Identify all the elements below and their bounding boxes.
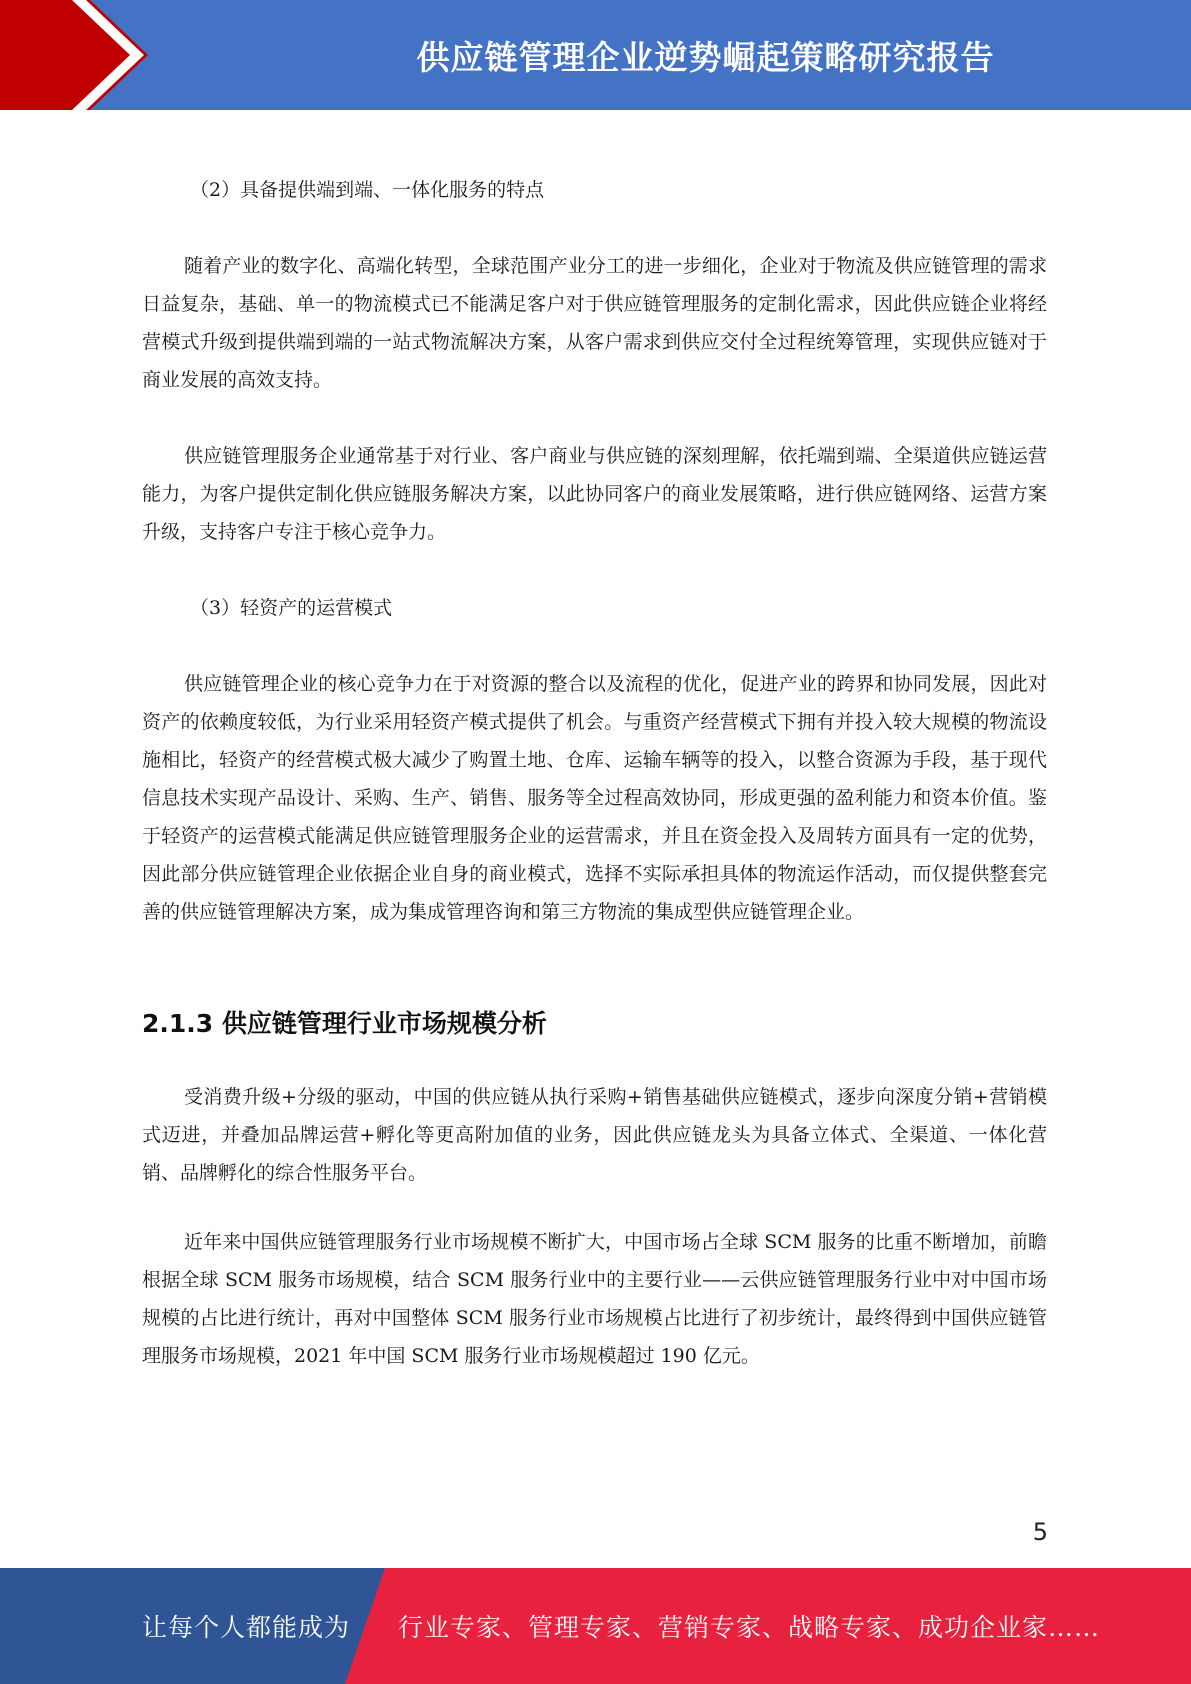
footer-slogan-left: 让每个人都能成为 (142, 1613, 351, 1642)
paragraph-market-size: 近年来中国供应链管理服务行业市场规模不断扩大，中国市场占全球 SCM 服务的比重不断增加，前瞻根据全球 SCM 服务市场规模，结合 SCM 服务行业中的主要行业——云供应链管理服务行业中对中国市场规模的占比进行统计，再对中国整体 SCM 服务行业市场规模占比进行了初步统计，最终得到中国供应链管理服务市场规模，2021 年中国 SCM 服务行业市场规模超过 190 亿元。 (142, 1231, 1047, 1367)
paragraph-asset-light-model: 供应链管理企业的核心竞争力在于对资源的整合以及流程的优化，促进产业的跨界和协同发展，因此对资产的依赖度较低，为行业采用轻资产模式提供了机会。与重资产经营模式下拥有并投入较大规模的物流设施相比，轻资产的经营模式极大减少了购置土地、仓库、运输车辆等的投入，以整合资源为手段，基于现代信息技术实现产品设计、采购、生产、销售、服务等全过程高效协同，形成更强的盈利能力和资本价值。鉴于轻资产的运营模式能满足供应链管理服务企业的运营需求，并且在资金投入及周转方面具有一定的优势，因此部分供应链管理企业依据企业自身的商业模式，选择不实际承担具体的物流运作活动，而仅提供整套完善的供应链管理解决方案，成为集成管理咨询和第三方物流的集成型供应链管理企业。 (142, 673, 1047, 923)
header-arrow-decoration (0, 0, 160, 110)
footer-slogan-right: 行业专家、管理专家、营销专家、战略专家、成功企业家…… (398, 1613, 1101, 1642)
section-heading-market-size: 2.1.3 供应链管理行业市场规模分析 (142, 1009, 547, 1038)
paragraph-consumption-upgrade: 受消费升级+分级的驱动，中国的供应链从执行采购+销售基础供应链模式，逐步向深度分销+营销模式迈进，并叠加品牌运营+孵化等更高附加值的业务，因此供应链龙头为具备立体式、全渠道、一体化营销、品牌孵化的综合性服务平台。 (142, 1086, 1047, 1184)
subheading-asset-light: （3）轻资产的运营模式 (190, 597, 393, 619)
page-footer (0, 1568, 1191, 1684)
page-header (0, 0, 1191, 110)
page-number: 5 (1032, 1518, 1048, 1546)
subheading-end-to-end: （2）具备提供端到端、一体化服务的特点 (190, 179, 545, 201)
header-title: 供应链管理企业逆势崛起策略研究报告 (416, 37, 995, 77)
paragraph-scm-service-enterprises: 供应链管理服务企业通常基于对行业、客户商业与供应链的深刻理解，依托端到端、全渠道供应链运营能力，为客户提供定制化供应链服务解决方案，以此协同客户的商业发展策略，进行供应链网络、运营方案升级，支持客户专注于核心竞争力。 (142, 445, 1047, 543)
paragraph-digital-transformation: 随着产业的数字化、高端化转型，全球范围产业分工的进一步细化，企业对于物流及供应链管理的需求日益复杂，基础、单一的物流模式已不能满足客户对于供应链管理服务的定制化需求，因此供应链企业将经营模式升级到提供端到端的一站式物流解决方案，从客户需求到供应交付全过程统筹管理，实现供应链对于商业发展的高效支持。 (142, 255, 1047, 391)
